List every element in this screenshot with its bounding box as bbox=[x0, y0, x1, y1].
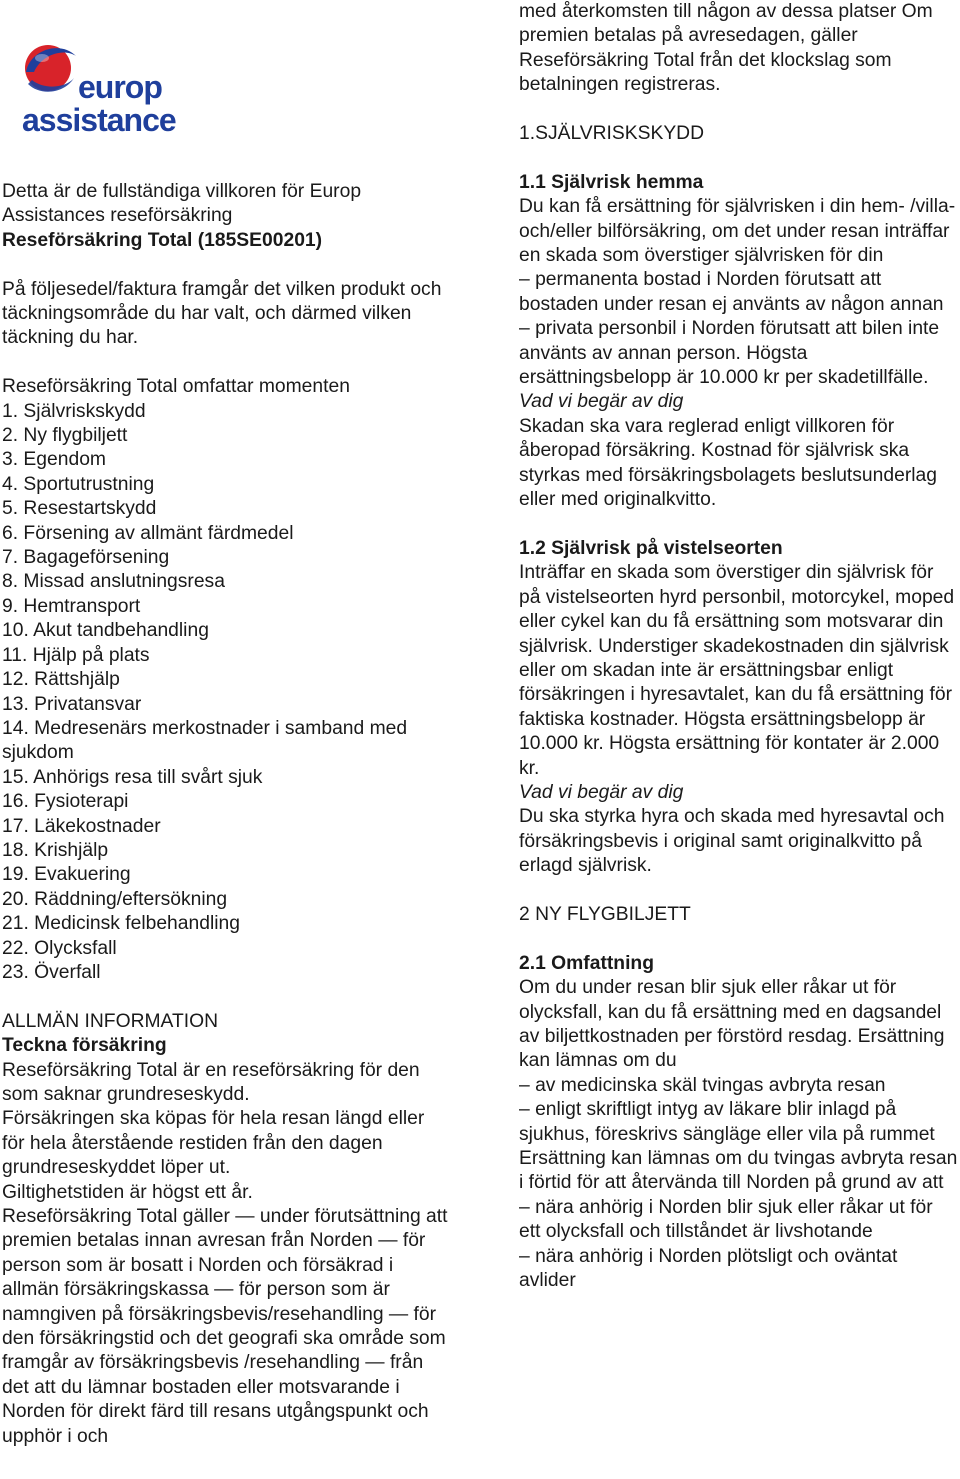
intro-text: Detta är de fullständiga villkoren för Europ Assistances reseförsäkring bbox=[2, 181, 362, 227]
list-item: 10. Akut tandbehandling bbox=[2, 620, 209, 642]
section-paragraph: – privata personbil i Norden förutsatt att bilen inte använts av annan person. Högsta ersättningsbelopp är 10.000 kr per skadetillfälle. bbox=[519, 318, 940, 389]
list-item: 22. Olycksfall bbox=[2, 937, 117, 959]
list-item: 2. Ny flygbiljett bbox=[2, 425, 128, 447]
list-item: 9. Hemtransport bbox=[2, 595, 141, 617]
section-heading-1: 1.SJÄLVRISKSKYDD bbox=[519, 123, 705, 145]
subsection-heading-1-1: 1.1 Självrisk hemma bbox=[519, 171, 704, 193]
list-item: 16. Fysioterapi bbox=[2, 791, 129, 813]
list-item: 19. Evakuering bbox=[2, 864, 131, 886]
section-paragraph: Om du under resan blir sjuk eller råkar ut för olycksfall, kan du få ersättning med en dagsandel av biljettkostnaden per förstörd resdag. Ersättning kan lämnas om du bbox=[519, 977, 945, 1072]
list-item: 6. Försening av allmänt färdmedel bbox=[2, 522, 294, 544]
list-item: 1. Självriskskydd bbox=[2, 400, 146, 422]
section-paragraph: Du kan få ersättning för självrisken i din hem- /villa- och/eller bilförsäkring, om det under resan inträffar en skada som överstiger självrisken för din bbox=[519, 196, 956, 267]
general-paragraph: Giltighetstiden är högst ett år. bbox=[2, 1181, 253, 1203]
general-paragraph: Försäkringen ska köpas för hela resan längd eller för hela återstående restiden från den dagen grundreseskyddet löper ut. bbox=[2, 1108, 425, 1179]
section-paragraph: – nära anhörig i Norden blir sjuk eller råkar ut för ett olycksfall och tillståndet är livshotande bbox=[519, 1196, 933, 1243]
list-item: 4. Sportutrustning bbox=[2, 473, 155, 495]
list-item: 12. Rättshjälp bbox=[2, 669, 120, 691]
list-item: 13. Privatansvar bbox=[2, 693, 142, 715]
teckna-heading: Teckna försäkring bbox=[2, 1035, 167, 1057]
subsection-heading-1-2: 1.2 Självrisk på vistelseorten bbox=[519, 537, 783, 559]
subsection-heading-2-1: 2.1 Omfattning bbox=[519, 952, 654, 974]
section-heading-2: 2 NY FLYGBILJETT bbox=[519, 903, 691, 925]
section-paragraph: – enligt skriftligt intyg av läkare blir inlagd på sjukhus, föreskrivs sängläge eller vila på rummet bbox=[519, 1099, 935, 1145]
list-item: 11. Hjälp på plats bbox=[2, 644, 150, 666]
list-item: 8. Missad anslutningsresa bbox=[2, 571, 225, 593]
list-item: 7. Bagageförsening bbox=[2, 547, 170, 569]
general-paragraph: Reseförsäkring Total är en reseförsäkring för den som saknar grundreseskydd. bbox=[2, 1059, 420, 1105]
europ-assistance-logo bbox=[20, 38, 180, 138]
requirement-text: Du ska styrka hyra och skada med hyresavtal och försäkringsbevis i original samt originalkvitto på erlagd självrisk. bbox=[519, 806, 945, 877]
requirement-text: Skadan ska vara reglerad enligt villkoren för åberopad försäkring. Kostnad för självrisk ska styrkas med försäkringsbolagets beslutsunderlag eller med originalkvitto. bbox=[519, 415, 937, 511]
product-title: Reseförsäkring Total (185SE00201) bbox=[2, 229, 323, 251]
right-column bbox=[519, 0, 959, 1293]
moments-list bbox=[2, 400, 452, 986]
list-item: 18. Krishjälp bbox=[2, 839, 109, 861]
list-item: 15. Anhörigs resa till svårt sjuk bbox=[2, 766, 263, 788]
logo-word-assistance: assistance bbox=[22, 102, 176, 138]
section-paragraph: – av medicinska skäl tvingas avbryta resan bbox=[519, 1074, 886, 1096]
list-item: 3. Egendom bbox=[2, 449, 106, 471]
requirement-heading: Vad vi begär av dig bbox=[519, 781, 684, 803]
continuation-paragraph: med återkomsten till någon av dessa platser Om premien betalas på avresedagen, gäller Reseförsäkring Total från det klockslag som betalningen registreras. bbox=[519, 1, 933, 96]
section-paragraph: Inträffar en skada som överstiger din självrisk för på vistelseorten hyrd personbil, motorcykel, moped eller cykel kan du få ersättning som motsvarar din självrisk. Understiger skadekostnaden din självrisk eller om skadan inte är ersättningsbar enligt försäkringen i hyresavtalet, kan du få ersättning för faktiska kostnader. Högsta ersättningsbelopp är 10.000 kr. Högsta ersättning för kontater är 2.000 kr. bbox=[519, 562, 955, 779]
requirement-heading: Vad vi begär av dig bbox=[519, 391, 684, 413]
list-item: 20. Räddning/eftersökning bbox=[2, 888, 228, 910]
list-item: 17. Läkekostnader bbox=[2, 815, 161, 837]
list-item: 14. Medresenärs merkostnader i samband med sjukdom bbox=[2, 717, 408, 764]
logo-word-europ: europ bbox=[78, 69, 162, 105]
intro-note: På följesedel/faktura framgår det vilken produkt och täckningsområde du har valt, och därmed vilken täckning du har. bbox=[2, 278, 442, 349]
list-item: 5. Resestartskydd bbox=[2, 498, 157, 520]
list-item: 21. Medicinsk felbehandling bbox=[2, 913, 240, 935]
section-paragraph: – nära anhörig i Norden plötsligt och oväntat avlider bbox=[519, 1245, 898, 1292]
list-item: 23. Överfall bbox=[2, 961, 101, 983]
moments-heading: Reseförsäkring Total omfattar momenten bbox=[2, 376, 350, 398]
general-paragraph: Reseförsäkring Total gäller — under förutsättning att premien betalas innan avresan från Norden — för person som är bosatt i Norden och försäkrad i allmän försäkringskassa — för person som är namngiven på försäkringsbevis/resehandling — för den försäkringstid och det geografi ska område som framgår av försäkringsbevis /resehandling — från det att du lämnar bostaden eller motsvarande i Norden för direkt färd till resans utgångspunkt och upphör i och bbox=[2, 1206, 448, 1447]
general-info-heading: ALLMÄN INFORMATION bbox=[2, 1010, 219, 1032]
section-paragraph: – permanenta bostad i Norden förutsatt att bostaden under resan ej använts av någon annan bbox=[519, 269, 944, 315]
section-paragraph: Ersättning kan lämnas om du tvingas avbryta resan i förtid för att återvända till Norden på grund av att bbox=[519, 1148, 958, 1194]
left-column bbox=[2, 0, 452, 1449]
